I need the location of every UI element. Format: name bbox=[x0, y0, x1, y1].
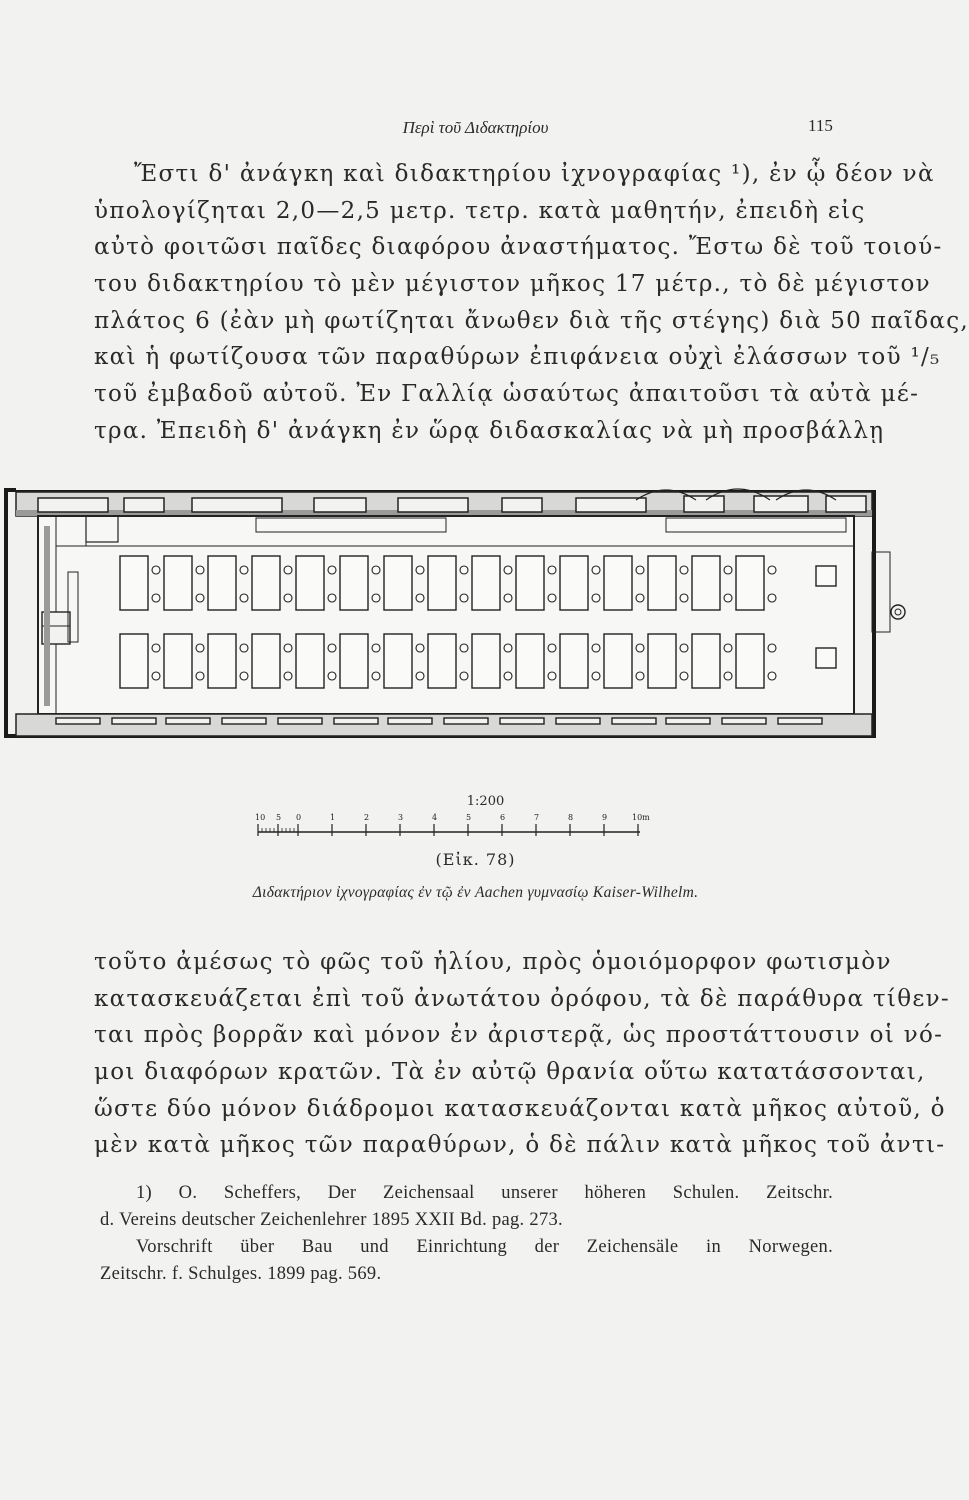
scale-tick-label: 6 bbox=[500, 813, 506, 822]
text-line: μοι διαφόρων κρατῶν. Τὰ ἐν αὐτῷ θρανία οὕτω κατατάσσονται, bbox=[94, 1059, 926, 1086]
scale-tick-label: 2 bbox=[364, 813, 370, 822]
text-line: καὶ ἡ φωτίζουσα τῶν παραθύρων ἐπιφάνεια οὐχὶ ἐλάσσων τοῦ ¹/₅ bbox=[94, 344, 941, 371]
figure-number: (Εἰκ. 78) bbox=[435, 850, 516, 869]
text-line: τοῦτο ἀμέσως τὸ φῶς τοῦ ἡλίου, πρὸς ὁμοιόμορφον φωτισμὸν bbox=[94, 949, 892, 975]
footnote-line: d. Vereins deutscher Zeichenlehrer 1895 XXII Bd. pag. 273. bbox=[100, 1210, 563, 1230]
text-line: ται πρὸς βορρᾶν καὶ μόνον ἐν ἀριστερᾷ, ὡς προστάττουσιν οἱ νό- bbox=[94, 1022, 944, 1049]
running-header-title: Περὶ τοῦ Διδακτηρίου bbox=[402, 118, 549, 137]
body-paragraph-1 bbox=[94, 156, 969, 450]
footnotes bbox=[100, 1180, 833, 1288]
text-line: ὑπολογίζηται 2,0—2,5 μετρ. τετρ. κατὰ μαθητήν, ἐπειδὴ εἰς bbox=[94, 197, 866, 224]
classroom-floor-plan bbox=[16, 476, 906, 746]
scale-tick-label: 1 bbox=[330, 813, 336, 822]
scale-tick-label: 10m bbox=[632, 813, 650, 822]
body-paragraph-2 bbox=[94, 944, 950, 1164]
page-number: 115 bbox=[808, 116, 833, 135]
text-line: τρα. Ἐπειδὴ δ' ἀνάγκη ἐν ὥρᾳ διδασκαλίας νὰ μὴ προσβάλλῃ bbox=[94, 417, 885, 444]
scale-tick-label: 10 bbox=[255, 813, 266, 822]
footnote-line: Vorschrift über Bau und Einrichtung der Zeichensäle in Norwegen. bbox=[136, 1237, 833, 1257]
text-line: του διδακτηρίου τὸ μὲν μέγιστον μῆκος 17 μέτρ., τὸ δὲ μέγιστον bbox=[94, 271, 931, 298]
scale-bar bbox=[255, 810, 658, 840]
text-line: αὐτὸ φοιτῶσι παῖδες διαφόρου ἀναστήματος. Ἔστω δὲ τοῦ τοιού- bbox=[94, 234, 943, 261]
scale-tick-label: 5 bbox=[466, 813, 472, 822]
figure-caption: Διδακτήριον ἰχνογραφίας ἐν τῷ ἐν Aachen γυμνασίῳ Kaiser-Wilhelm. bbox=[252, 884, 699, 901]
scale-tick-label: 8 bbox=[568, 813, 574, 822]
footnote-line: Zeitschr. f. Schulges. 1899 pag. 569. bbox=[100, 1264, 382, 1284]
text-line: Ἔστι δ' ἀνάγκη καὶ διδακτηρίου ἰχνογραφίας ¹), ἐν ᾧ δέον νὰ bbox=[134, 161, 935, 187]
text-line: κατασκευάζεται ἐπὶ τοῦ ἀνωτάτου ὀρόφου, τὰ δὲ παράθυρα τίθεν- bbox=[94, 985, 950, 1012]
scale-tick-label: 9 bbox=[602, 813, 608, 822]
scale-tick-label: 7 bbox=[534, 813, 540, 822]
scale-ratio-label: 1:200 bbox=[466, 794, 505, 809]
text-line: τοῦ ἐμβαδοῦ αὐτοῦ. Ἐν Γαλλίᾳ ὡσαύτως ἀπαιτοῦσι τὰ αὐτὰ μέ- bbox=[94, 381, 920, 408]
scale-tick-label: 3 bbox=[398, 813, 404, 822]
text-line: πλάτος 6 (ἐὰν μὴ φωτίζηται ἄνωθεν διὰ τῆς στέγης) διὰ 50 παῖδας, bbox=[94, 307, 969, 334]
scale-tick-label: 4 bbox=[432, 813, 438, 822]
text-line: ὥστε δύο μόνον διάδρομοι κατασκευάζονται κατὰ μῆκος αὐτοῦ, ὁ bbox=[94, 1095, 946, 1122]
scale-tick-label: 0 bbox=[296, 813, 302, 822]
footnote-line: 1) O. Scheffers, Der Zeichensaal unserer höheren Schulen. Zeitschr. bbox=[136, 1183, 833, 1203]
scale-tick-label: 5 bbox=[276, 813, 282, 822]
text-line: μὲν κατὰ μῆκος τῶν παραθύρων, ὁ δὲ πάλιν κατὰ μῆκος τοῦ ἀντι- bbox=[94, 1132, 946, 1159]
